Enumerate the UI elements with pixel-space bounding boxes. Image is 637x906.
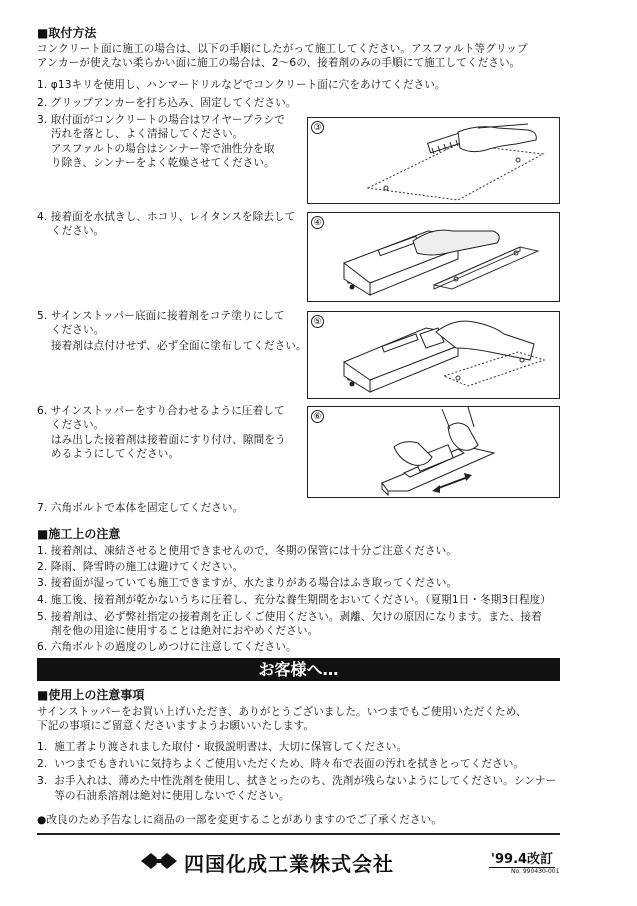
step-4-line-1: 4. 接着面を水拭きし、ホコリ、レイタンスを除去して <box>37 211 296 223</box>
figure-5 <box>307 311 560 399</box>
usage-item-1: 1. 施工者より渡されました取付・取扱説明書は、大切に保管してください。 <box>37 741 408 753</box>
caution-5-line-2: 剤を他の用途に使用することは絶対におやめください。 <box>37 625 319 637</box>
usage-item-2: 2. いつまでもきれいに気持ちよくご使用いただくため、時々布で表面の汚れを拭きとってください。 <box>37 758 525 770</box>
step-5-line-1: 5. サインストッパー底面に接着剤をコテ塗りにして <box>37 310 285 322</box>
figure-3-illustration <box>308 118 558 202</box>
caution-2: 2. 降雨、降雪時の施工は避けてください。 <box>37 561 244 573</box>
figure-4 <box>307 212 560 302</box>
step-6-line-3: はみ出した接着剤は接着面にすり付け、隙間をう <box>37 434 286 446</box>
caution-1: 1. 接着剤は、凍結させると使用できませんので、冬期の保管には十分ご注意ください。 <box>37 545 457 557</box>
step-1: 1. φ13キリを使用し、ハンマードリルなどでコンクリート面に穴をあけてください。 <box>37 79 446 91</box>
install-intro-line-1: コンクリート面に施工の場合は、以下の手順にしたがって施工してください。アスファルト等グリップ <box>37 43 528 55</box>
figure-4-illustration <box>308 213 558 300</box>
step-5-line-3: 接着剤は点付けせず、必ず全面に塗布してください。 <box>37 340 307 352</box>
step-4-line-2: ください。 <box>37 225 105 237</box>
step-7: 7. 六角ボルトで本体を固定してください。 <box>37 502 244 514</box>
usage-intro-line-1: サインストッパーをお買い上げいただき、ありがとうございました。いつまでもご使用いただくため、 <box>37 706 527 718</box>
figure-4-label: ④ <box>311 216 324 229</box>
customer-banner: お客様へ… <box>37 658 560 681</box>
usage-heading: ■使用上の注意事項 <box>37 688 145 702</box>
change-notice: ●改良のため予告なしに商品の一部を変更することがありますのでご了承ください。 <box>37 814 443 826</box>
usage-item-3-line-2: 等の石油系溶剤は絶対に使用しないでください。 <box>37 790 290 802</box>
step-6-line-1: 6. サインストッパーをすり合わせるように圧着して <box>37 405 285 417</box>
figure-3 <box>307 117 560 204</box>
usage-item-3-line-1: 3. お手入れは、薄めた中性洗剤を使用し、拭きとったのち、洗剤が残らないようにしてください。シンナー <box>37 775 557 787</box>
company-name: 四国化成工業株式会社 <box>184 852 394 876</box>
figure-3-label: ③ <box>311 121 324 134</box>
caution-3: 3. 接着面が湿っていても施工できますが、水たまりがある場合はふき取ってください。 <box>37 577 458 589</box>
caution-5-line-1: 5. 接着剤は、必ず弊社指定の接着剤を正しくご使用ください。剥離、欠けの原因になります。また、接着 <box>37 611 542 623</box>
step-2: 2. グリップアンカーを打ち込み、固定してください。 <box>37 97 297 109</box>
step-6-line-4: めるようにしてください。 <box>37 448 180 460</box>
caution-6: 6. 六角ボルトの過度のしめつけに注意してください。 <box>37 641 297 653</box>
step-6-line-2: ください。 <box>37 419 105 431</box>
install-heading: ■取付方法 <box>37 26 97 40</box>
document-code: No. 990430-001 <box>511 868 560 875</box>
install-intro-line-2: アンカーが使えない柔らかい面に施工の場合は、2～6の、接着剤のみの手順にて施工してください。 <box>37 57 521 69</box>
step-3-line-3: アスファルトの場合はシンナー等で油性分を取 <box>37 143 275 155</box>
step-3-line-2: 汚れを落とし、よく清掃してください。 <box>37 128 244 140</box>
step-3-line-4: り除き、シンナーをよく乾燥させてください。 <box>37 157 275 169</box>
figure-6-label: ⑥ <box>311 410 324 423</box>
footer-divider <box>37 833 560 835</box>
figure-6-illustration <box>308 407 558 496</box>
figure-5-label: ⑤ <box>311 315 324 328</box>
caution-4: 4. 施工後、接着剤が乾かないうちに圧着し、充分な養生期間をおいてください。（夏期1日・冬期3日程度） <box>37 594 552 606</box>
step-5-line-2: ください。 <box>37 324 105 336</box>
cautions-heading: ■施工上の注意 <box>37 527 121 541</box>
usage-intro-line-2: 下記の事項にご留意くださいますようお願いいたします。 <box>37 720 315 732</box>
figure-5-illustration <box>308 312 558 397</box>
step-3-line-1: 3. 取付面がコンクリートの場合はワイヤーブラシで <box>37 114 285 126</box>
company-logo-icon <box>141 852 177 870</box>
revision-date: '99.4改訂 <box>489 848 555 868</box>
figure-6 <box>307 406 560 498</box>
